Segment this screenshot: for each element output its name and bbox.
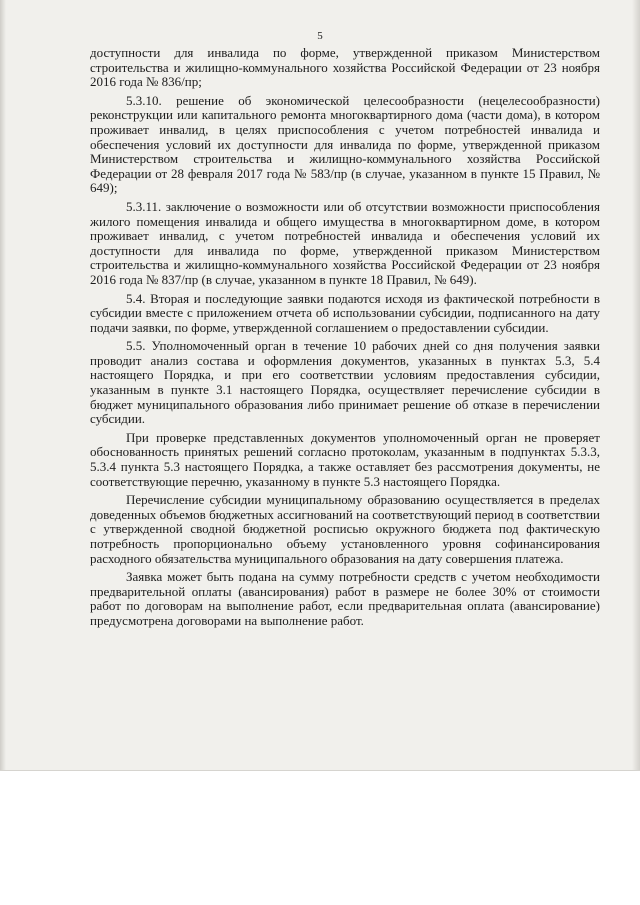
scan-shadow-right [632,0,640,770]
scan-shadow-left [0,0,6,770]
document-body [90,46,600,633]
page-number: 5 [317,30,323,42]
paragraph-5-3-11: 5.3.11. заключение о возможности или об отсутствии возможности приспособления жилого помещения инвалида и общего имущества в многоквартирном доме, в котором проживает инвалид, с учетом потребностей инвалида и обеспечения условий их доступности для инвалида по форме, утвержденной приказом Министерством строительства и жилищно-коммунального хозяйства Российской Федерации от 23 ноября 2016 года № 837/пр (в случае, указанном в пункте 18 Правил, № 649). [90,198,600,287]
paragraph-advance: Заявка может быть подана на сумму потребности средств с учетом необходимости предварительной оплаты (авансирования) работ в размере не более 30% от стоимости работ по договорам на выполнение работ, если предварительная оплата (авансирование) предусмотрена договорами на выполнение работ. [90,569,600,628]
paragraph-5-4: 5.4. Вторая и последующие заявки подаются исходя из фактической потребности в субсидии вместе с приложением отчета об использовании субсидии, подписанного на дату подачи заявки, по форме, утвержденной соглашением о предоставлении субсидии. [90,290,600,335]
paragraph-transfer: Перечисление субсидии муниципальному образованию осуществляется в пределах доведенных объемов бюджетных ассигнований на соответствующий период в соответствии с утвержденной сводной бюджетной росписью окружного бюджета под фактическую потребность пропорционально объему установленного уровня софинансирования расходного обязательства муниципального образования на дату совершения платежа. [90,492,600,566]
paragraph-verification: При проверке представленных документов уполномоченный орган не проверяет обоснованность принятых решений согласно протоколам, указанным в подпунктах 5.3.3, 5.3.4 пункта 5.3 настоящего Порядка, а также оставляет без рассмотрения документы, не соответствующие перечню, указанному в пункте 5.3 настоящего Порядка. [90,429,600,489]
paragraph-5-3-10: 5.3.10. решение об экономической целесообразности (нецелесообразности) реконструкции или капитального ремонта многоквартирного дома (части дома), в котором проживает инвалид, в целях приспособления с учетом потребностей инвалида и обеспечения условий их доступности для инвалида по форме, утвержденной приказом Министерством строительства и жилищно-коммунального хозяйства Российской Федерации от 28 февраля 2017 года № 583/пр (в случае, указанном в пункте 15 Правил, № 649); [90,92,600,196]
paragraph-5-5: 5.5. Уполномоченный орган в течение 10 рабочих дней со дня получения заявки проводит анализ состава и оформления документов, указанных в пунктах 5.3, 5.4 настоящего Порядка, и при его соответствии условиям предоставления субсидии, указанным в пункте 3.1 настоящего Порядка, осуществляет перечисление субсидии в бюджет муниципального образования либо принимает решение об отказе в перечислении субсидии. [90,338,600,427]
paragraph-continuation: доступности для инвалида по форме, утвержденной приказом Министерством строительства и жилищно-коммунального хозяйства Российской Федерации от 23 ноября 2016 года № 836/пр; [90,45,600,90]
